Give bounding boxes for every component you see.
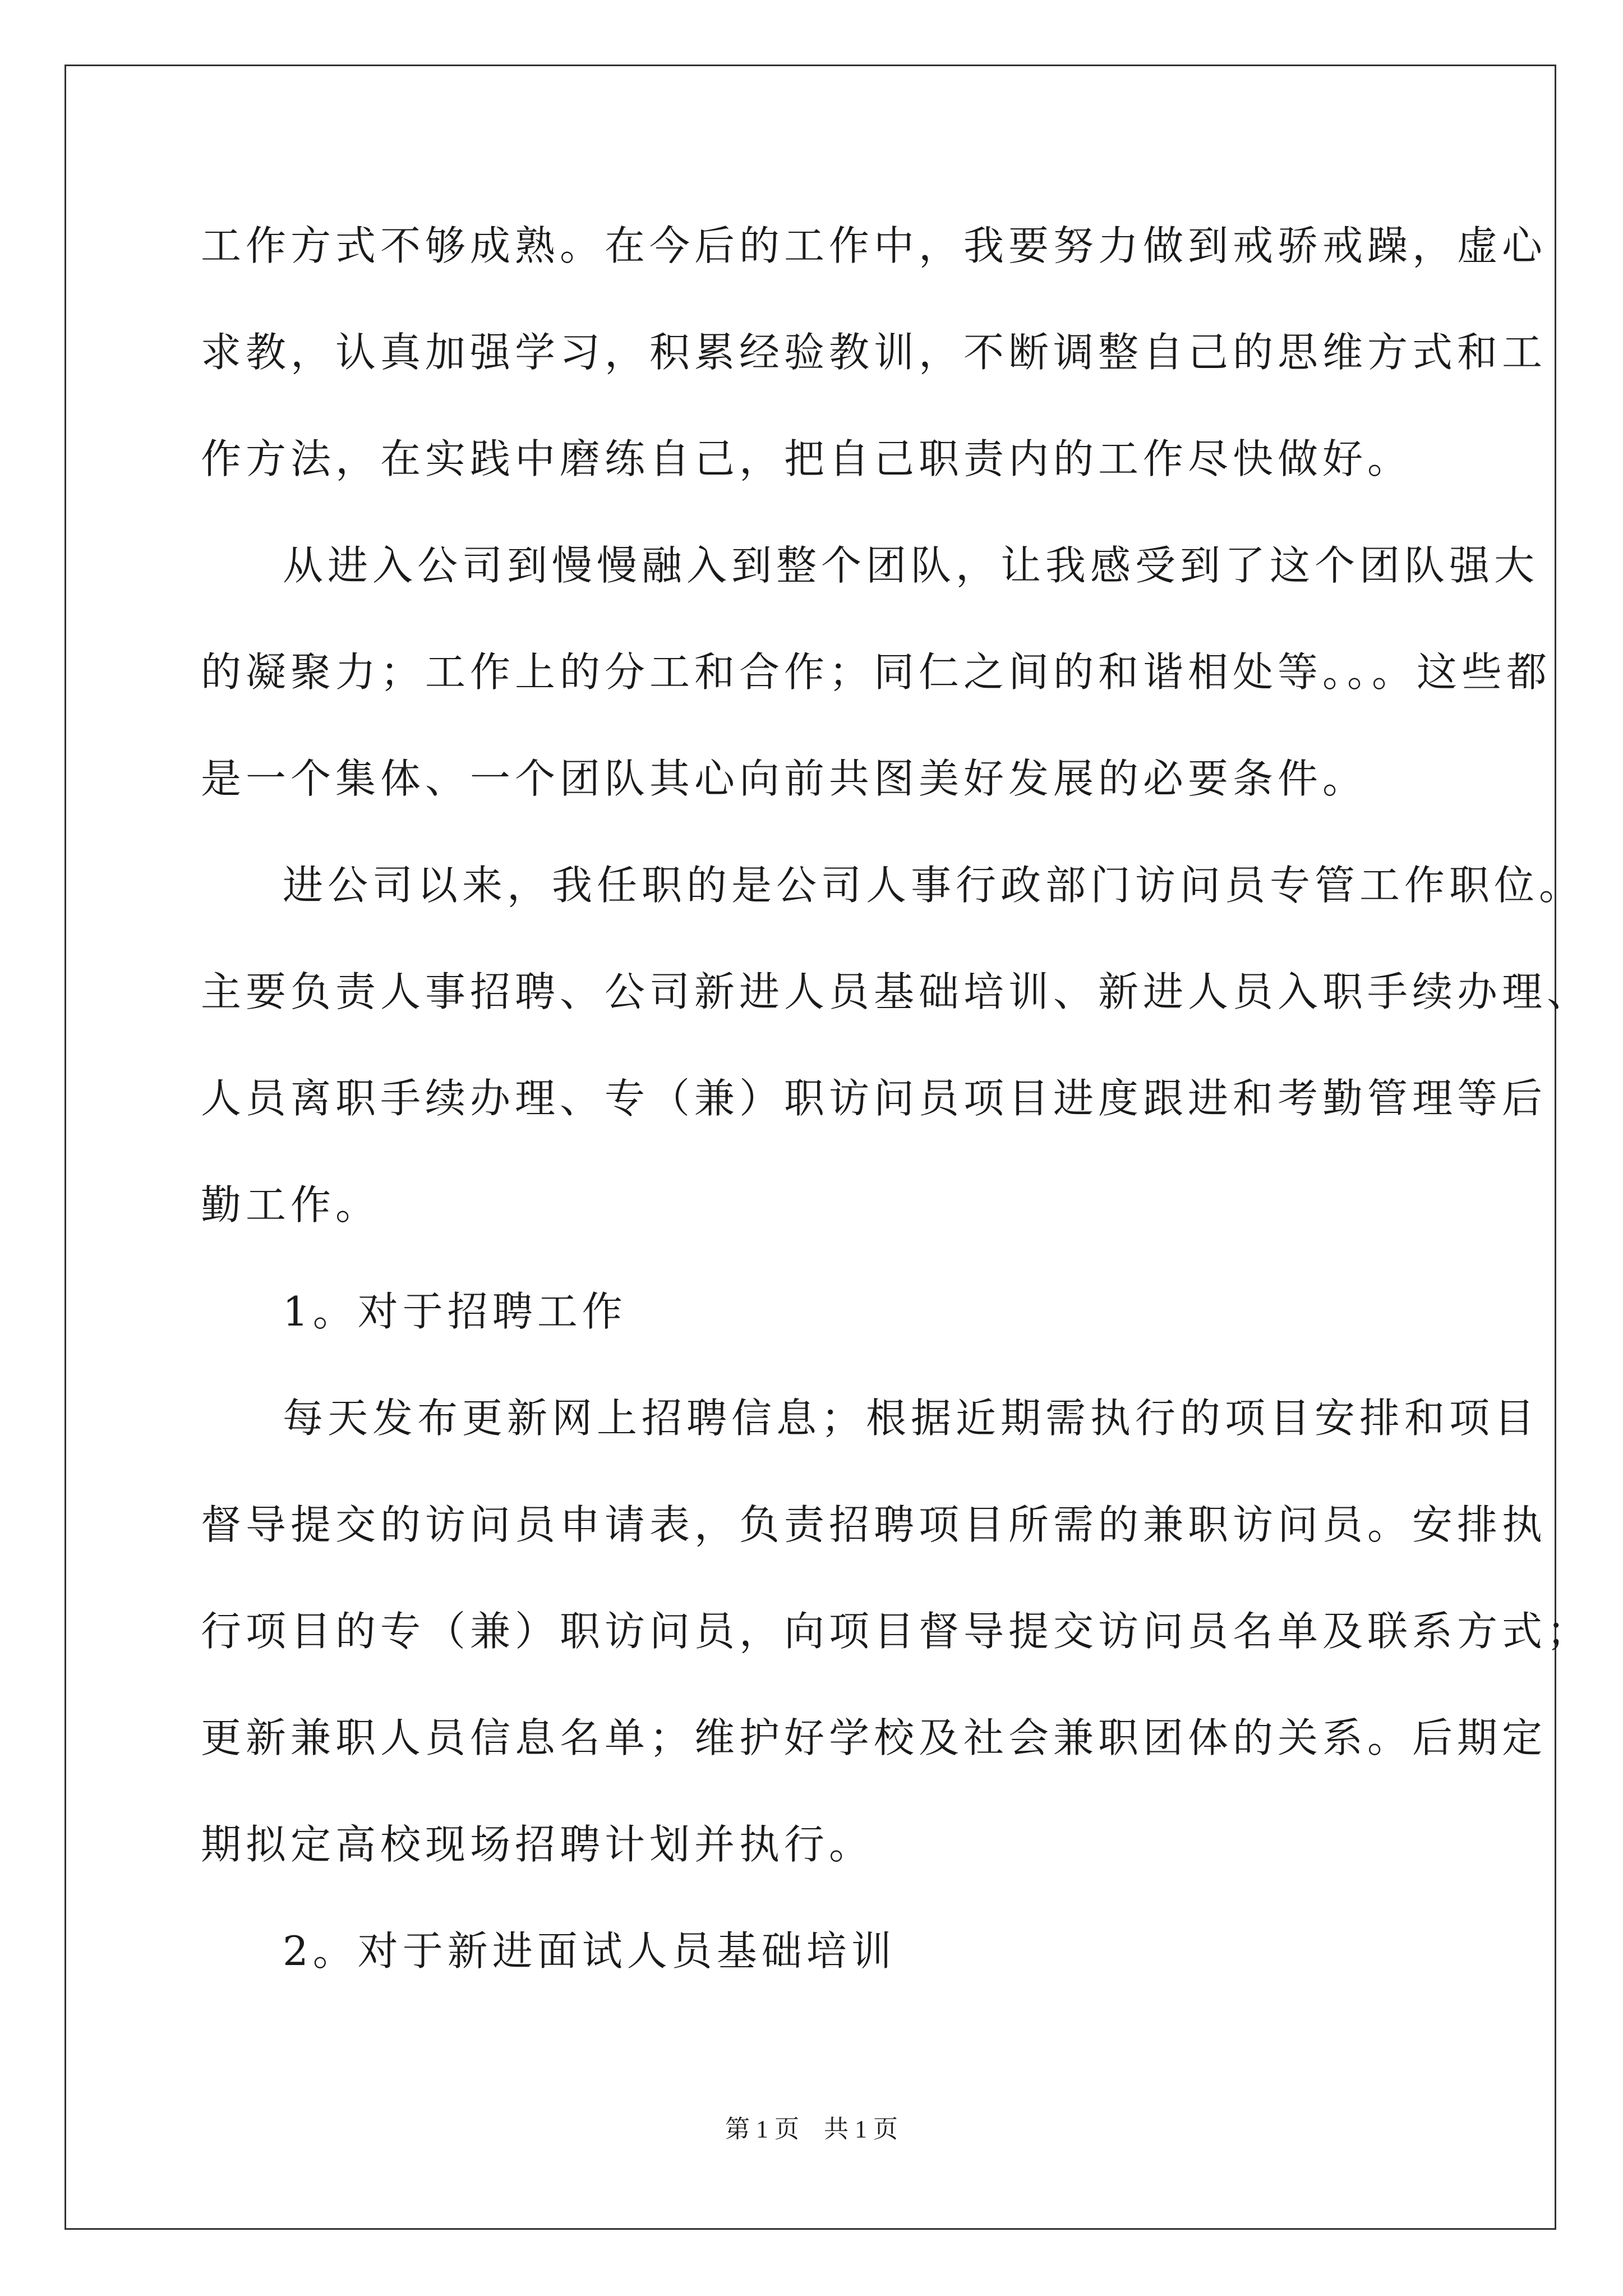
text-line: 的凝聚力；工作上的分工和合作；同仁之间的和谐相处等。。。这些都	[201, 648, 1552, 696]
text-line: 行项目的专（兼）职访问员，向项目督导提交访问员名单及联系方式；	[201, 1608, 1592, 1655]
text-line: 人员离职手续办理、专（兼）职访问员项目进度跟进和考勤管理等后	[201, 1075, 1547, 1122]
section-heading: 2。对于新进面试人员基础培训	[283, 1927, 896, 1975]
text-line: 期拟定高校现场招聘计划并执行。	[201, 1821, 874, 1868]
paragraph-first-line: 每天发布更新网上招聘信息；根据近期需执行的项目安排和项目	[283, 1395, 1539, 1442]
paragraph-first-line: 进公司以来，我任职的是公司人事行政部门访问员专管工作职位。	[283, 862, 1584, 909]
text-line: 主要负责人事招聘、公司新进人员基础培训、新进人员入职手续办理、	[201, 968, 1592, 1015]
text-line: 工作方式不够成熟。在今后的工作中，我要努力做到戒骄戒躁，虚心	[201, 222, 1547, 269]
section-heading: 1。对于招聘工作	[283, 1288, 627, 1335]
page-number: 第 1 页 共 1 页	[725, 2115, 898, 2143]
page-frame	[64, 65, 1556, 2230]
text-line: 督导提交的访问员申请表，负责招聘项目所需的兼职访问员。安排执	[201, 1501, 1547, 1548]
text-line: 求教，认真加强学习，积累经验教训，不断调整自己的思维方式和工	[201, 329, 1547, 376]
text-line: 作方法，在实践中磨练自己，把自己职责内的工作尽快做好。	[201, 435, 1413, 482]
text-line: 更新兼职人员信息名单；维护好学校及社会兼职团体的关系。后期定	[201, 1714, 1547, 1761]
paragraph-first-line: 从进入公司到慢慢融入到整个团队，让我感受到了这个团队强大	[283, 542, 1539, 589]
text-line: 是一个集体、一个团队其心向前共图美好发展的必要条件。	[201, 755, 1368, 802]
text-line: 勤工作。	[201, 1181, 381, 1228]
